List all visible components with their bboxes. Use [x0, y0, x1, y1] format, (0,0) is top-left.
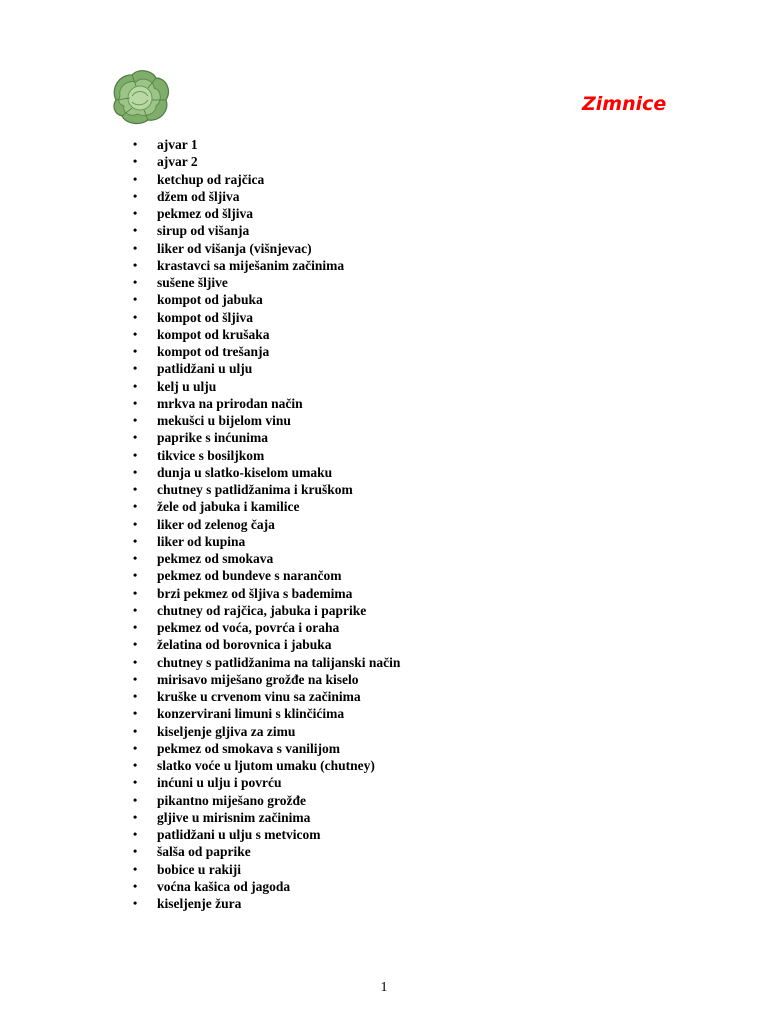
bullet-icon: •: [133, 827, 138, 841]
list-item-label: liker od kupina: [157, 533, 246, 549]
list-item-label: sušene šljive: [157, 275, 228, 290]
bullet-icon: •: [133, 758, 138, 772]
bullet-icon: •: [133, 516, 138, 531]
list-item-label: chutney s patlidžanima na talijanski način: [157, 654, 401, 670]
bullet-icon: •: [133, 447, 138, 462]
bullet-icon: •: [133, 602, 138, 617]
list-item-label: želatina od borovnica i jabuka: [157, 637, 332, 653]
bullet-icon: •: [133, 654, 138, 669]
list-item-label: inćuni u ulju i povrću: [157, 775, 282, 791]
bullet-icon: •: [133, 464, 138, 479]
bullet-icon: •: [133, 585, 138, 600]
list-item: [133, 567, 400, 584]
list-item-label: mrkva na prirodan način: [157, 395, 303, 411]
bullet-icon: •: [133, 326, 138, 341]
bullet-icon: •: [133, 706, 138, 721]
bullet-icon: •: [133, 689, 138, 703]
bullet-icon: •: [133, 292, 138, 307]
list-item: [133, 481, 400, 498]
list-item-label: krastavci sa miješanim začinima: [157, 257, 345, 273]
list-item-label: bobice u rakiji: [157, 861, 242, 877]
recipe-list: [133, 136, 400, 912]
list-item-label: kompot od jabuka: [157, 292, 263, 308]
bullet-icon: •: [133, 551, 138, 565]
list-item-label: ajvar 2: [157, 154, 198, 170]
list-item-label: tikvice s bosiljkom: [157, 447, 265, 463]
list-item-label: kiseljenje žura: [157, 896, 242, 911]
list-item: [133, 240, 400, 257]
list-item: [133, 895, 400, 912]
bullet-icon: •: [133, 792, 138, 807]
list-item-label: mirisavo miješano grožđe na kiselo: [157, 671, 359, 687]
list-item: [133, 774, 400, 791]
bullet-icon: •: [133, 361, 138, 376]
list-item-label: pekmez od voća, povrća i oraha: [157, 620, 340, 635]
list-item-label: chutney od rajčica, jabuka i paprike: [157, 602, 367, 618]
list-item-label: liker od višanja (višnjevac): [157, 240, 312, 256]
list-item: [133, 188, 400, 205]
bullet-icon: •: [133, 671, 138, 686]
list-item-label: pikantno miješano grožđe: [157, 792, 307, 808]
page-number: 1: [380, 980, 388, 995]
list-item-label: pekmez od šljiva: [157, 206, 253, 221]
list-item-label: žele od jabuka i kamilice: [157, 499, 300, 515]
bullet-icon: •: [133, 499, 138, 514]
list-item-label: chutney s patlidžanima i kruškom: [157, 482, 353, 497]
list-item-label: pekmez od smokava s vanilijom: [157, 740, 341, 756]
list-item: [133, 136, 400, 153]
bullet-icon: •: [133, 568, 138, 583]
bullet-icon: •: [133, 809, 138, 824]
list-item-label: pekmez od bundeve s narančom: [157, 568, 342, 584]
list-item: [133, 378, 400, 395]
list-item: [133, 705, 400, 722]
list-item-label: gljive u mirisnim začinima: [157, 809, 311, 825]
list-item: [133, 498, 400, 515]
list-item-label: kompot od šljiva: [157, 309, 254, 325]
list-item: [133, 619, 400, 636]
list-item: [133, 533, 400, 550]
list-item: [133, 343, 400, 360]
bullet-icon: •: [133, 223, 138, 238]
bullet-icon: •: [133, 775, 138, 790]
list-item: [133, 222, 400, 239]
list-item: [133, 654, 400, 671]
list-item: [133, 843, 400, 860]
list-item-label: kruške u crvenom vinu sa začinima: [157, 689, 361, 704]
list-item: [133, 429, 400, 446]
list-item: [133, 412, 400, 429]
list-item-label: dunja u slatko-kiselom umaku: [157, 464, 333, 480]
list-item-label: kompot od trešanja: [157, 344, 270, 359]
list-item: [133, 464, 400, 481]
bullet-icon: •: [133, 533, 138, 548]
bullet-icon: •: [133, 861, 138, 876]
bullet-icon: •: [133, 206, 138, 220]
bullet-icon: •: [133, 171, 138, 186]
list-item: [133, 153, 400, 170]
list-item-label: kiseljenje gljiva za zimu: [157, 723, 296, 739]
list-item: [133, 171, 400, 188]
bullet-icon: •: [133, 740, 138, 755]
list-item: [133, 360, 400, 377]
list-item-label: pekmez od smokava: [157, 551, 274, 566]
bullet-icon: •: [133, 378, 138, 393]
list-item: [133, 861, 400, 878]
list-item: [133, 723, 400, 740]
bullet-icon: •: [133, 482, 138, 496]
list-item: [133, 636, 400, 653]
list-item: [133, 516, 400, 533]
list-item-label: liker od zelenog čaja: [157, 516, 275, 532]
list-item: [133, 257, 400, 274]
list-item: [133, 274, 400, 291]
list-item: [133, 326, 400, 343]
list-item-label: kelj u ulju: [157, 378, 217, 394]
list-item: [133, 757, 400, 774]
cabbage-icon: [108, 66, 172, 128]
bullet-icon: •: [133, 844, 138, 859]
list-item: [133, 688, 400, 705]
list-item: [133, 826, 400, 843]
list-item: [133, 602, 400, 619]
list-item: [133, 740, 400, 757]
list-item-label: ajvar 1: [157, 137, 198, 152]
bullet-icon: •: [133, 137, 138, 151]
list-item-label: slatko voće u ljutom umaku (chutney): [157, 758, 375, 773]
bullet-icon: •: [133, 896, 138, 910]
bullet-icon: •: [133, 395, 138, 410]
bullet-icon: •: [133, 275, 138, 289]
list-item: [133, 205, 400, 222]
list-item-label: brzi pekmez od šljiva s bademima: [157, 585, 353, 601]
list-item: [133, 291, 400, 308]
bullet-icon: •: [133, 620, 138, 634]
list-item: [133, 309, 400, 326]
bullet-icon: •: [133, 413, 138, 427]
list-item-label: patlidžani u ulju: [157, 361, 253, 377]
bullet-icon: •: [133, 344, 138, 358]
list-item-label: ketchup od rajčica: [157, 171, 265, 187]
bullet-icon: •: [133, 430, 138, 445]
list-item: [133, 878, 400, 895]
bullet-icon: •: [133, 637, 138, 652]
bullet-icon: •: [133, 154, 138, 169]
list-item-label: patlidžani u ulju s metvicom: [157, 827, 321, 842]
list-item-label: voćna kašica od jagoda: [157, 878, 291, 894]
bullet-icon: •: [133, 188, 138, 203]
list-item: [133, 671, 400, 688]
bullet-icon: •: [133, 240, 138, 255]
list-item-label: džem od šljiva: [157, 188, 240, 204]
list-item: [133, 395, 400, 412]
bullet-icon: •: [133, 309, 138, 324]
list-item: [133, 447, 400, 464]
bullet-icon: •: [133, 723, 138, 738]
page-title: Zimnice: [582, 93, 667, 115]
list-item: [133, 809, 400, 826]
list-item-label: šalša od paprike: [157, 844, 251, 860]
list-item-label: paprike s inćunima: [157, 430, 269, 446]
list-item: [133, 585, 400, 602]
list-item-label: sirup od višanja: [157, 223, 250, 239]
bullet-icon: •: [133, 878, 138, 893]
list-item: [133, 792, 400, 809]
list-item-label: kompot od krušaka: [157, 326, 270, 342]
list-item-label: konzervirani limuni s klinčićima: [157, 706, 345, 722]
bullet-icon: •: [133, 257, 138, 272]
list-item-label: mekušci u bijelom vinu: [157, 413, 291, 428]
list-item: [133, 550, 400, 567]
